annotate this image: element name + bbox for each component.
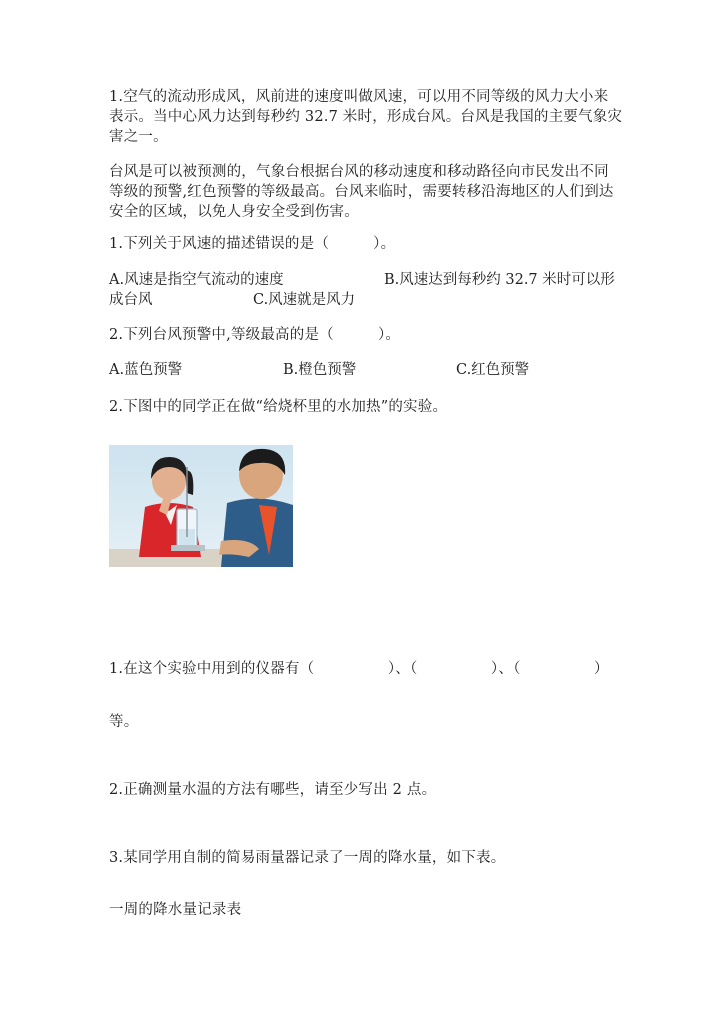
section-2-sub-2: 2.正确测量水温的方法有哪些，请至少写出 2 点。	[109, 782, 437, 798]
question-2-option-b: B.橙色预警	[283, 362, 357, 378]
question-1-stem: 1.下列关于风速的描述错误的是（ ）。	[109, 236, 396, 252]
passage-paragraph-1-line-2: 表示。当中心风力达到每秒约 32.7 米时，形成台风。台风是我国的主要气象灾	[109, 109, 623, 125]
question-1-option-a: A.风速是指空气流动的速度	[109, 272, 284, 288]
passage-paragraph-2-line-2: 等级的预警,红色预警的等级最高。台风来临时，需要转移沿海地区的人们到达	[109, 184, 614, 200]
section-2-intro: 2.下图中的同学正在做“给烧杯里的水加热”的实验。	[109, 399, 448, 415]
question-1-option-c: C.风速就是风力	[253, 292, 356, 308]
section-2-sub-1-line-1: 1.在这个实验中用到的仪器有（ ）、（ ）、（ ）	[109, 661, 609, 677]
question-2-option-c: C.红色预警	[456, 362, 530, 378]
passage-paragraph-1-line-1: 1.空气的流动形成风，风前进的速度叫做风速，可以用不同等级的风力大小来	[109, 89, 609, 105]
passage-paragraph-2-line-1: 台风是可以被预测的，气象台根据台风的移动速度和移动路径向市民发出不同	[109, 164, 609, 180]
section-2-sub-1-line-2: 等。	[109, 714, 139, 730]
question-1-option-b-continued: 成台风	[109, 292, 153, 308]
table-title: 一周的降水量记录表	[109, 902, 242, 918]
question-1-option-b: B.风速达到每秒约 32.7 米时可以形	[384, 272, 615, 288]
experiment-photo-icon	[109, 445, 293, 567]
question-2-option-a: A.蓝色预警	[109, 362, 183, 378]
experiment-photo	[109, 445, 293, 567]
section-3-intro: 3.某同学用自制的简易雨量器记录了一周的降水量，如下表。	[109, 850, 506, 866]
passage-paragraph-1-line-3: 害之一。	[109, 129, 168, 145]
passage-paragraph-2-line-3: 安全的区域，以免人身安全受到伤害。	[109, 204, 359, 220]
question-2-stem: 2.下列台风预警中,等级最高的是（ ）。	[109, 327, 401, 343]
